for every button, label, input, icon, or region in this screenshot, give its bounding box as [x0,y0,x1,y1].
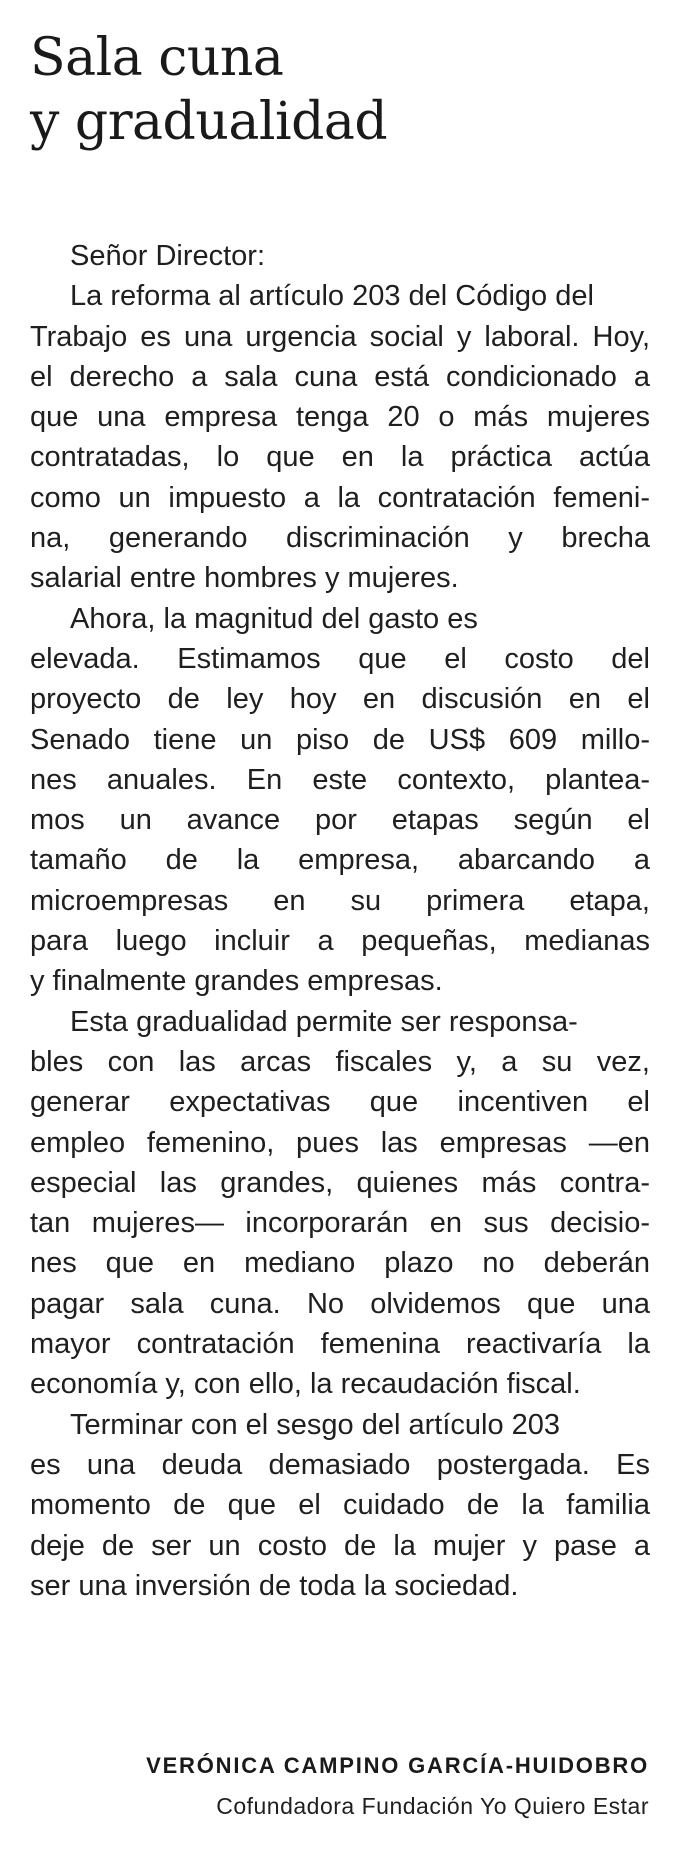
paragraph-3-line: pagar sala cuna. No olvidemos que una [30,1287,650,1320]
paragraph-1-line: na, generando discriminación y brecha [30,522,650,555]
paragraph-4-line: es una deuda demasiado postergada. Es [30,1448,650,1481]
paragraph-1-line: salarial entre hombres y mujeres. [30,562,459,595]
paragraph-3-line: empleo femenino, pues las empresas —en [30,1126,650,1159]
paragraph-2-line: Senado tiene un piso de US$ 609 millo- [30,723,650,756]
paragraph-4-line: ser una inversión de toda la sociedad. [30,1569,519,1602]
paragraph-3-line: economía y, con ello, la recaudación fiscal. [30,1368,581,1401]
paragraph-3-line: mayor contratación femenina reactivaría la [30,1328,650,1361]
paragraph-2-line: nes anuales. En este contexto, plantea- [30,763,650,796]
paragraph-2-line: tamaño de la empresa, abarcando a [30,844,650,877]
paragraph-2-line: elevada. Estimamos que el costo del [30,642,650,675]
paragraph-2-line: Ahora, la magnitud del gasto es [70,602,478,635]
paragraph-1-line: contratadas, lo que en la práctica actúa [30,441,650,474]
article-title [30,26,387,154]
paragraph-1-line: Trabajo es una urgencia social y laboral. Hoy, [30,320,650,353]
author-name: VERÓNICA CAMPINO GARCÍA-HUIDOBRO [146,1753,649,1778]
salutation: Señor Director: [70,240,266,272]
author-role: Cofundadora Fundación Yo Quiero Estar [216,1793,649,1819]
paragraph-3-line: Esta gradualidad permite ser responsa- [70,1005,578,1038]
paragraph-2-line: proyecto de ley hoy en discusión en el [30,683,650,716]
paragraph-2-line: para luego incluir a pequeñas, medianas [30,925,650,958]
paragraph-3-line: generar expectativas que incentiven el [30,1086,650,1119]
paragraph-2-line: mos un avance por etapas según el [30,804,650,837]
paragraph-4-line: momento de que el cuidado de la familia [30,1489,650,1522]
paragraph-3-line: especial las grandes, quienes más contra- [30,1166,650,1199]
signature-block [146,1750,649,1826]
paragraph-3-line: nes que en mediano plazo no deberán [30,1247,650,1280]
title-line-2: y gradualidad [30,92,388,152]
paragraph-2-line: microempresas en su primera etapa, [30,884,650,917]
title-line-1: Sala cuna [30,28,284,88]
paragraph-1-line: que una empresa tenga 20 o más mujeres [30,401,650,434]
paragraph-3-line: bles con las arcas fiscales y, a su vez, [30,1045,650,1078]
paragraph-4-line: deje de ser un costo de la mujer y pase a [30,1529,650,1562]
paragraph-4-line: Terminar con el sesgo del artículo 203 [70,1408,561,1441]
paragraph-3-line: tan mujeres— incorporarán en sus decisio- [30,1207,650,1240]
paragraph-1-line: La reforma al artículo 203 del Código del [70,280,594,313]
paragraph-1-line: el derecho a sala cuna está condicionado a [30,360,650,393]
paragraph-1-line: como un impuesto a la contratación femeni- [30,481,650,514]
letter-body [30,236,650,1606]
paragraph-2-line: y finalmente grandes empresas. [30,965,443,998]
